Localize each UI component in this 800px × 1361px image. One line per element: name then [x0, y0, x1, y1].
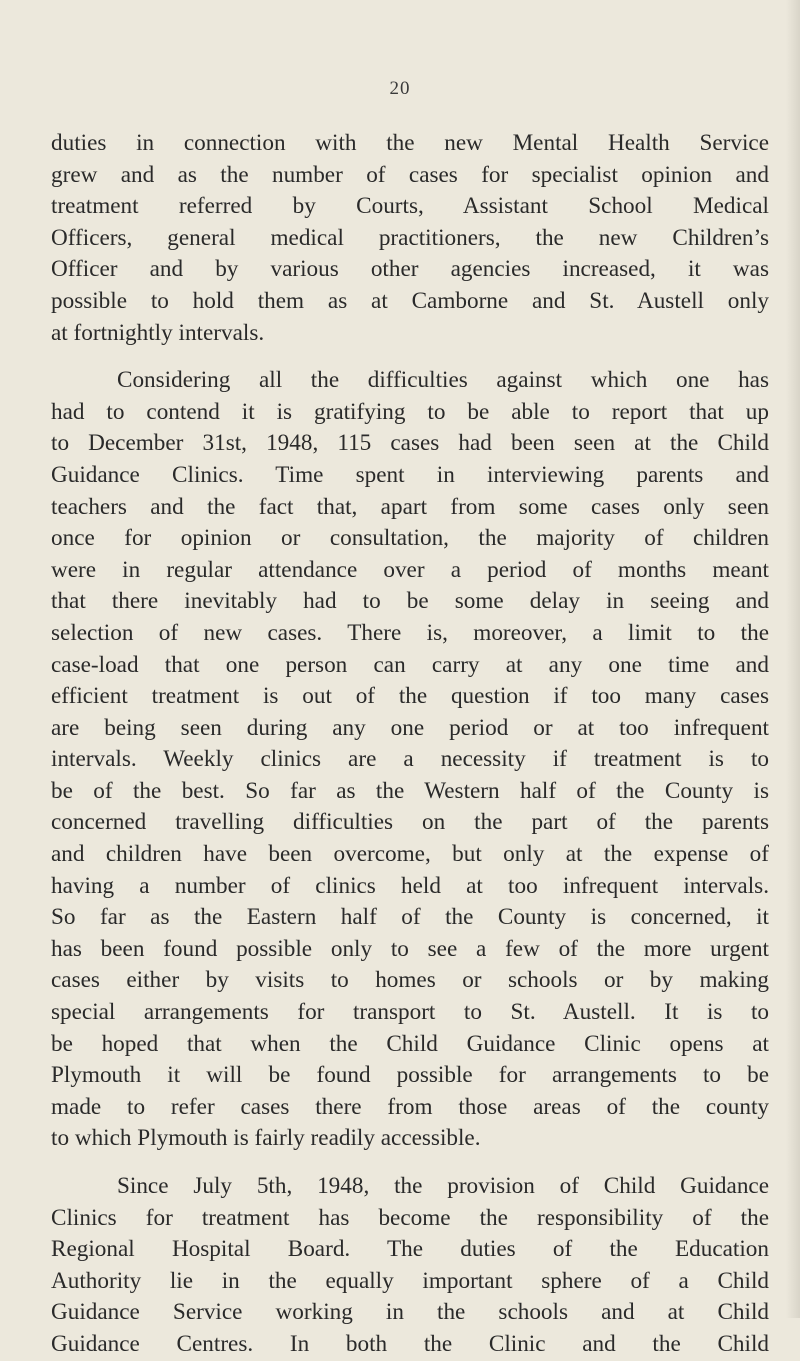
text-line: be hoped that when the Child Guidance Clinic opens at: [51, 1030, 769, 1057]
text-line: that there inevitably had to be some delay in seeing and: [51, 588, 769, 615]
text-line: at fortnightly intervals.: [51, 319, 265, 346]
text-line: having a number of clinics held at too infrequent intervals.: [51, 872, 769, 899]
text-line: teachers and the fact that, apart from some cases only seen: [51, 493, 769, 520]
text-line: treatment referred by Courts, Assistant School Medical: [51, 193, 769, 220]
text-line: duties in connection with the new Mental Health Service: [51, 130, 769, 156]
text-line: case-load that one person can carry at any one time and: [51, 651, 769, 678]
text-line: Officer and by various other agencies increased, it was: [51, 256, 769, 283]
paragraph-2: [51, 365, 769, 1155]
text-line: cases either by visits to homes or schools or by making: [51, 967, 769, 994]
text-line: possible to hold them as at Camborne and St. Austell only: [51, 287, 769, 314]
text-line: Considering all the difficulties against which one has: [117, 367, 769, 394]
paragraph-3: [51, 1171, 769, 1361]
text-line: intervals. Weekly clinics are a necessity if treatment is to: [51, 746, 769, 773]
text-line: once for opinion or consultation, the majority of children: [51, 525, 769, 552]
paragraph-spacer: [51, 349, 769, 365]
text-line: to December 31st, 1948, 115 cases had been seen at the Child: [51, 430, 769, 457]
page-number: 20: [389, 78, 411, 99]
text-line: Guidance Service working in the schools and at Child: [51, 1299, 769, 1326]
text-line: made to refer cases there from those areas of the county: [51, 1093, 769, 1120]
paragraph-1: [51, 128, 769, 349]
text-line: special arrangements for transport to St. Austell. It is to: [51, 999, 769, 1026]
text-line: Guidance Clinics. Time spent in interviewing parents and: [51, 461, 769, 488]
text-line: selection of new cases. There is, moreover, a limit to the: [51, 619, 769, 646]
text-line: Clinics for treatment has become the responsibility of the: [51, 1204, 769, 1231]
text-line: were in regular attendance over a period of months meant: [51, 556, 769, 583]
text-line: Regional Hospital Board. The duties of the Education: [51, 1236, 769, 1263]
text-line: Authority lie in the equally important sphere of a Child: [51, 1267, 769, 1294]
text-line: had to contend it is gratifying to be able to report that up: [51, 398, 769, 425]
text-line: Plymouth it will be found possible for arrangements to be: [51, 1062, 769, 1089]
text-line: are being seen during any one period or at too infrequent: [51, 714, 769, 741]
text-line: to which Plymouth is fairly readily accessible.: [51, 1125, 481, 1152]
text-line: has been found possible only to see a few of the more urgent: [51, 935, 769, 962]
text-line: and children have been overcome, but only at the expense of: [51, 841, 769, 868]
text-line: Officers, general medical practitioners, the new Children’s: [51, 224, 769, 251]
text-line: grew and as the number of cases for specialist opinion and: [51, 161, 769, 188]
paragraph-spacer: [51, 1155, 769, 1171]
text-line: be of the best. So far as the Western half of the County is: [51, 777, 769, 804]
text-line: So far as the Eastern half of the County is concerned, it: [51, 904, 769, 931]
page-edge-shadow: [786, 0, 800, 1318]
document-body: [51, 128, 769, 1361]
text-line: Guidance Centres. In both the Clinic and the Child: [51, 1330, 769, 1357]
text-line: concerned travelling difficulties on the part of the parents: [51, 809, 769, 836]
text-line: Since July 5th, 1948, the provision of Child Guidance: [117, 1173, 769, 1199]
text-line: efficient treatment is out of the question if too many cases: [51, 683, 769, 710]
